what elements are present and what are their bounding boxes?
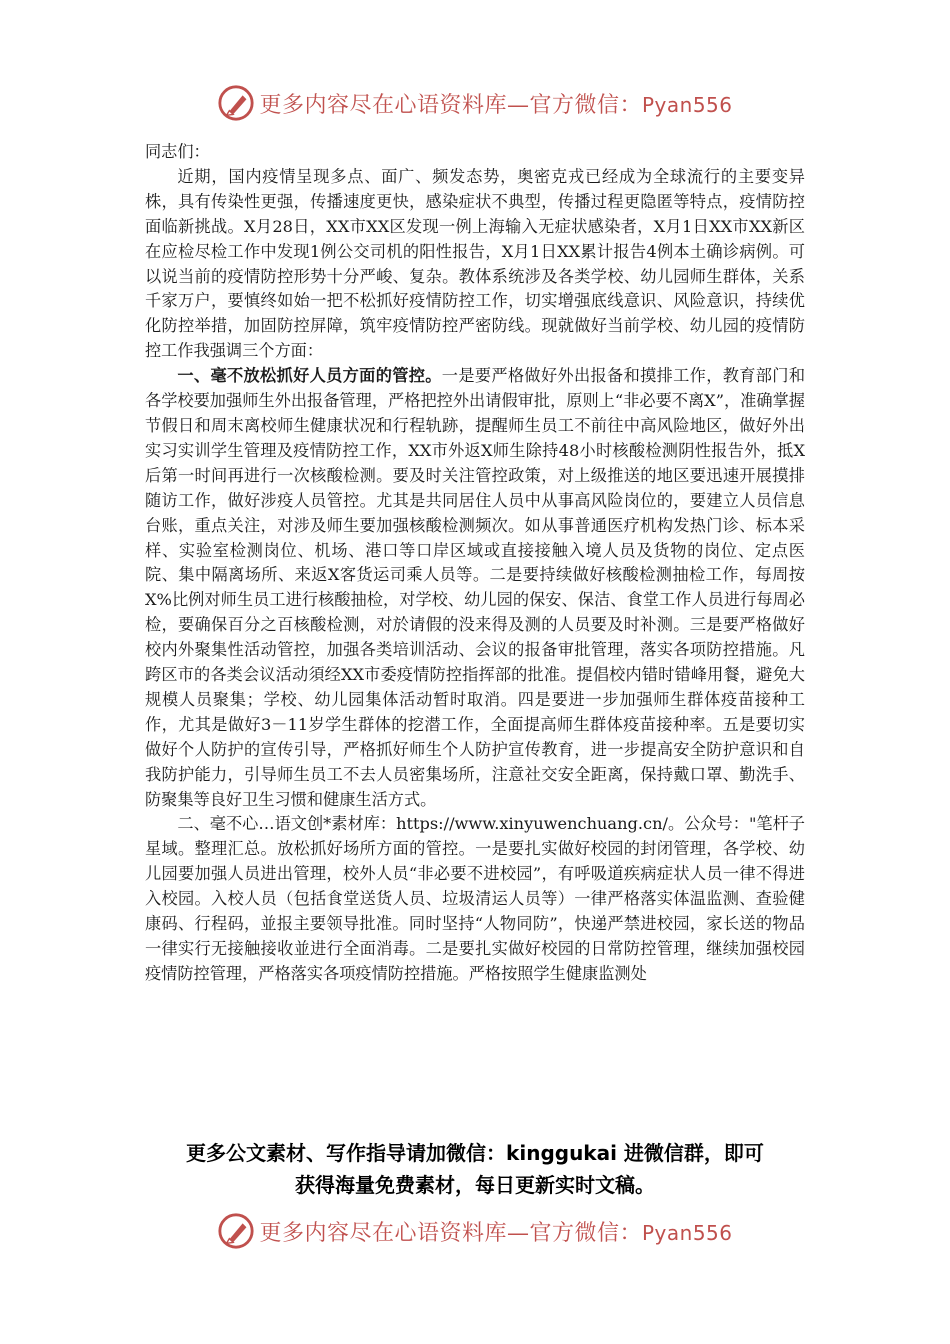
salutation: 同志们： (145, 142, 210, 161)
promo-line-1: 更多公文素材、写作指导请加微信：kinggukai 进微信群，即可 (186, 1141, 764, 1165)
watermark-text: 更多内容尽在心语资料库—官方微信：Pyan556 (259, 1220, 733, 1246)
section-2-paragraph: 二、毫不心…语文创*素材库：https://www.xinyuwenchuang.cn/。公众号："笔杆子星域。整理汇总。放松抓好场所方面的管控。一是要扎实做好校园的封闭管理，各学校、幼儿园要加强人员进出管理，校外人员“非必要不进校园”，有呼吸道疾病症状人员一律不得进入校园。入校人员（包括食堂送货人员、垃圾清运人员等）一律严格落实体温监测、查验健康码、行程码，並报主要领导批准。同时坚持“人物同防”，快递严禁进校园，家长送的物品一律实行无接触接收並进行全面消毒。二是要扎实做好校园的日常防控管理，继续加强校园疫情防控管理，严格落实各项疫情防控措施。严格按照学生健康监测处 (145, 814, 805, 983)
section-1-heading: 一、毫不放松抓好人员方面的管控。 (177, 366, 442, 386)
pen-nib-logo-icon (217, 84, 255, 122)
promo-banner (150, 1137, 800, 1201)
intro-paragraph: 近期，国内疫情呈现多点、面广、频发态势，奥密克戎已经成为全球流行的主要变异株，具有传染性更强，传播速度更快，感染症状不典型，传播过程更隐匿等特点，疫情防控面临新挑战。X月28日，XX市XX区发现一例上海输入无症状感染者，X月1日XX市XX新区在应检尽检工作中发现1例公交司机的阳性报告，X月1日XX累计报告4例本土确诊病例。可以说当前的疫情防控形势十分严峻、复杂。教体系统涉及各类学校、幼儿园师生群体，关系千家万户，要慎终如始一把不松抓好疫情防控工作，切实增强底线意识、风险意识，持续优化防控举措，加固防控屏障，筑牢疫情防控严密防线。现就做好当前学校、幼儿园的疫情防控工作我强调三个方面： (145, 166, 805, 361)
section-1-paragraph (145, 364, 805, 812)
header-watermark (0, 80, 950, 126)
footer-watermark (0, 1208, 950, 1254)
promo-line-2: 获得海量免费素材，每日更新实时文稿。 (295, 1173, 655, 1197)
section-1-body: 一是要严格做好外出报备和摸排工作，教育部门和各学校要加强师生外出报备管理，严格把控外出请假审批，原则上“非必要不离X”，准确掌握节假日和周末离校师生健康状况和行程轨跡，提醒师生员工不前往中高风险地区，做好外出实习实训学生管理及疫情防控工作，XX市外返X师生除持48小时核酸检测阴性报告外，抵X后第一时间再进行一次核酸检测。要及时关注管控政策，对上级推送的地区要迅速开展摸排随访工作，做好涉疫人员管控。尤其是共同居住人员中从事高风险岗位的，要建立人员信息台账，重点关注，对涉及师生要加强核酸检测频次。如从事普通医疗机构发热门诊、标本采样、实验室检测岗位、机场、港口等口岸区域或直接接触入境人员及货物的岗位、定点医院、集中隔离场所、来返X客货运司乘人员等。二是要持续做好核酸检测抽检工作，每周按X%比例对师生员工进行核酸抽检，对学校、幼儿园的保安、保洁、食堂工作人员进行每周必检，要确保百分之百核酸检测，对於请假的没来得及测的人员要及时补测。三是要严格做好校内外聚集性活动管控，加强各类培训活动、会议的报备审批管理，落实各项防控措施。凡跨区市的各类会议活动須经XX市委疫情防控指挥部的批准。提倡校内错时错峰用餐，避免大规模人员聚集；学校、幼儿园集体活动暂时取消。四是要进一步加强师生群体疫苗接种工作，尤其是做好3－11岁学生群体的挖潜工作，全面提高师生群体疫苗接种率。五是要切实做好个人防护的宣传引导，严格抓好师生个人防护宣传教育，进一步提高安全防护意识和自我防护能力，引导师生员工不去人员密集场所，注意社交安全距离，保持戴口罩、勤洗手、防聚集等良好卫生习惯和健康生活方式。 (145, 366, 806, 809)
pen-nib-logo-icon (217, 1212, 255, 1250)
watermark-text: 更多内容尽在心语资料库—官方微信：Pyan556 (259, 92, 733, 118)
document-body (145, 140, 805, 987)
